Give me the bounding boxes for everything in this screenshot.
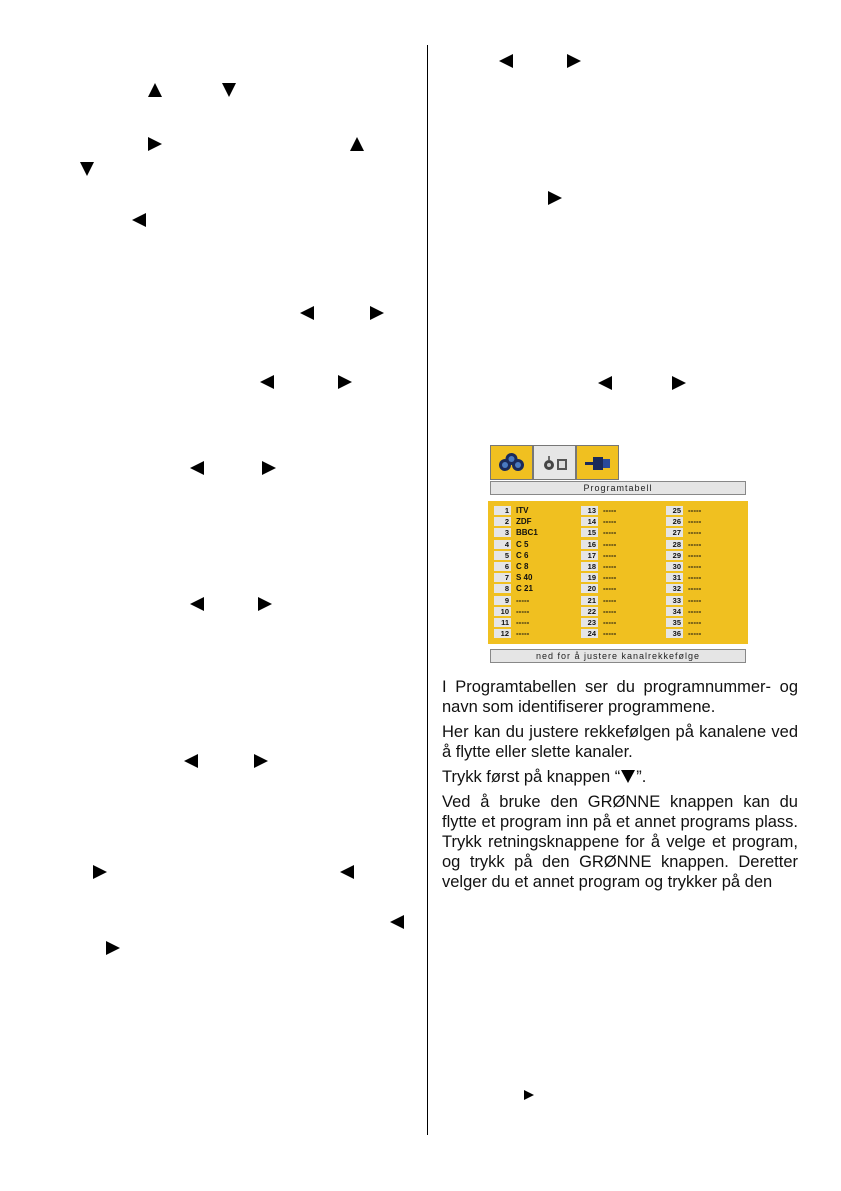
program-number: 32 (666, 584, 683, 593)
arrow-right-icon (338, 375, 352, 389)
arrow-down-icon (80, 162, 94, 176)
arrow-down-icon (621, 770, 635, 783)
program-number: 19 (581, 573, 598, 582)
program-number: 11 (494, 618, 511, 627)
program-row (666, 606, 746, 617)
arrow-right-icon (370, 306, 384, 320)
program-number: 26 (666, 517, 683, 526)
program-table-title: Programtabell (490, 481, 746, 495)
arrow-left-icon (499, 54, 513, 68)
program-row (581, 595, 661, 606)
program-number: 24 (581, 629, 598, 638)
program-name: ----- (603, 584, 617, 594)
program-number: 34 (666, 607, 683, 616)
program-row (581, 516, 661, 527)
program-number: 13 (581, 506, 598, 515)
arrow-right-icon (93, 865, 107, 879)
paragraph: Ved å bruke den GRØNNE knappen kan du flytte et program inn på et annet programs plass. Trykk retningsknappene for å velge et program, og trykk på den GRØNNE knappen. Deretter velger du et annet program og trykker på den (442, 793, 798, 891)
program-name: ----- (688, 573, 702, 583)
program-number: 31 (666, 573, 683, 582)
arrow-up-icon (350, 137, 364, 151)
program-number: 20 (581, 584, 598, 593)
program-number: 23 (581, 618, 598, 627)
program-number: 6 (494, 562, 511, 571)
arrow-left-icon (260, 375, 274, 389)
connection-icon (576, 445, 619, 480)
program-name: ----- (688, 562, 702, 572)
program-row (666, 595, 746, 606)
arrow-left-icon (300, 306, 314, 320)
arrow-right-icon (262, 461, 276, 475)
program-number: 25 (666, 506, 683, 515)
program-column (494, 505, 574, 639)
program-name: ----- (603, 595, 617, 605)
program-name: ----- (688, 517, 702, 527)
paragraph: I Programtabellen ser du programnummer- og navn som identifiserer programmene. (442, 678, 798, 716)
program-name: ----- (603, 506, 617, 516)
program-number: 9 (494, 596, 511, 605)
program-number: 4 (494, 540, 511, 549)
arrow-up-icon (148, 83, 162, 97)
program-row (666, 617, 746, 628)
program-name: ----- (516, 606, 530, 616)
program-number: 22 (581, 607, 598, 616)
program-number: 21 (581, 596, 598, 605)
program-row (581, 628, 661, 639)
program-name: ----- (603, 528, 617, 538)
program-name: ----- (516, 595, 530, 605)
arrow-left-icon (340, 865, 354, 879)
arrow-right-icon (148, 137, 162, 151)
program-row (581, 505, 661, 516)
picture-icon (490, 445, 533, 480)
program-row (581, 550, 661, 561)
program-number: 36 (666, 629, 683, 638)
program-row (666, 561, 746, 572)
program-name: ----- (603, 562, 617, 572)
program-number: 28 (666, 540, 683, 549)
program-grid (488, 501, 748, 644)
program-row (666, 505, 746, 516)
program-number: 3 (494, 528, 511, 537)
program-row (666, 539, 746, 550)
program-name: ----- (516, 629, 530, 639)
arrow-right-icon (567, 54, 581, 68)
program-row (494, 595, 574, 606)
program-name: ----- (688, 606, 702, 616)
program-number: 35 (666, 618, 683, 627)
program-number: 33 (666, 596, 683, 605)
program-name: ----- (603, 606, 617, 616)
arrow-left-icon (390, 915, 404, 929)
program-row (581, 572, 661, 583)
program-name: ----- (603, 629, 617, 639)
program-name: ITV (516, 506, 529, 516)
program-column (581, 505, 661, 639)
program-row (494, 527, 574, 538)
program-row (494, 583, 574, 594)
program-row (494, 606, 574, 617)
program-number: 17 (581, 551, 598, 560)
program-name: C 8 (516, 562, 529, 572)
arrow-right-icon (548, 191, 562, 205)
program-number: 27 (666, 528, 683, 537)
program-name: ----- (603, 617, 617, 627)
program-name: ----- (603, 573, 617, 583)
program-number: 18 (581, 562, 598, 571)
program-name: ----- (688, 629, 702, 639)
program-number: 29 (666, 551, 683, 560)
program-row (494, 550, 574, 561)
program-row (494, 516, 574, 527)
arrow-left-icon (598, 376, 612, 390)
program-name: BBC1 (516, 528, 538, 538)
program-name: ----- (688, 528, 702, 538)
program-number: 14 (581, 517, 598, 526)
program-number: 2 (494, 517, 511, 526)
program-row (666, 516, 746, 527)
arrow-down-icon (222, 83, 236, 97)
program-table-osd (488, 445, 748, 665)
program-number: 30 (666, 562, 683, 571)
program-name: ----- (688, 539, 702, 549)
program-row (666, 527, 746, 538)
program-name: ----- (688, 617, 702, 627)
program-name: ----- (603, 539, 617, 549)
arrow-right-icon (672, 376, 686, 390)
program-row (494, 617, 574, 628)
program-row (581, 583, 661, 594)
text-span: Trykk først på knappen “ (442, 768, 621, 786)
program-row (581, 539, 661, 550)
arrow-left-icon (190, 461, 204, 475)
program-row (666, 583, 746, 594)
program-number: 5 (494, 551, 511, 560)
program-row (494, 572, 574, 583)
program-name: ----- (516, 617, 530, 627)
column-divider (427, 45, 428, 1135)
paragraph (442, 767, 798, 787)
program-number: 10 (494, 607, 511, 616)
program-row (581, 606, 661, 617)
program-row (666, 572, 746, 583)
program-name: C 21 (516, 584, 533, 594)
program-row (581, 617, 661, 628)
tv-settings-icon (533, 445, 576, 480)
program-table-footer: ned for å justere kanalrekkefølge (490, 649, 746, 663)
program-row (494, 505, 574, 516)
program-name: ----- (603, 550, 617, 560)
program-name: ZDF (516, 517, 532, 527)
program-number: 16 (581, 540, 598, 549)
program-row (494, 539, 574, 550)
arrow-right-icon (254, 754, 268, 768)
arrow-left-icon (184, 754, 198, 768)
program-name: ----- (688, 595, 702, 605)
arrow-right-icon (524, 1090, 534, 1100)
program-row (666, 628, 746, 639)
program-number: 1 (494, 506, 511, 515)
program-number: 7 (494, 573, 511, 582)
arrow-left-icon (132, 213, 146, 227)
program-row (494, 628, 574, 639)
program-row (494, 561, 574, 572)
program-column (666, 505, 746, 639)
program-row (581, 561, 661, 572)
program-row (666, 550, 746, 561)
program-name: ----- (688, 550, 702, 560)
paragraph: Her kan du justere rekkefølgen på kanalene ved å flytte eller slette kanaler. (442, 723, 798, 761)
program-name: S 40 (516, 573, 533, 583)
text-span: ”. (636, 768, 647, 786)
program-name: ----- (603, 517, 617, 527)
program-name: C 6 (516, 550, 529, 560)
arrow-right-icon (106, 941, 120, 955)
program-number: 15 (581, 528, 598, 537)
arrow-right-icon (258, 597, 272, 611)
program-name: ----- (688, 584, 702, 594)
program-number: 12 (494, 629, 511, 638)
arrow-left-icon (190, 597, 204, 611)
program-name: ----- (688, 506, 702, 516)
program-number: 8 (494, 584, 511, 593)
program-name: C 5 (516, 539, 529, 549)
body-text (442, 677, 798, 898)
program-row (581, 527, 661, 538)
